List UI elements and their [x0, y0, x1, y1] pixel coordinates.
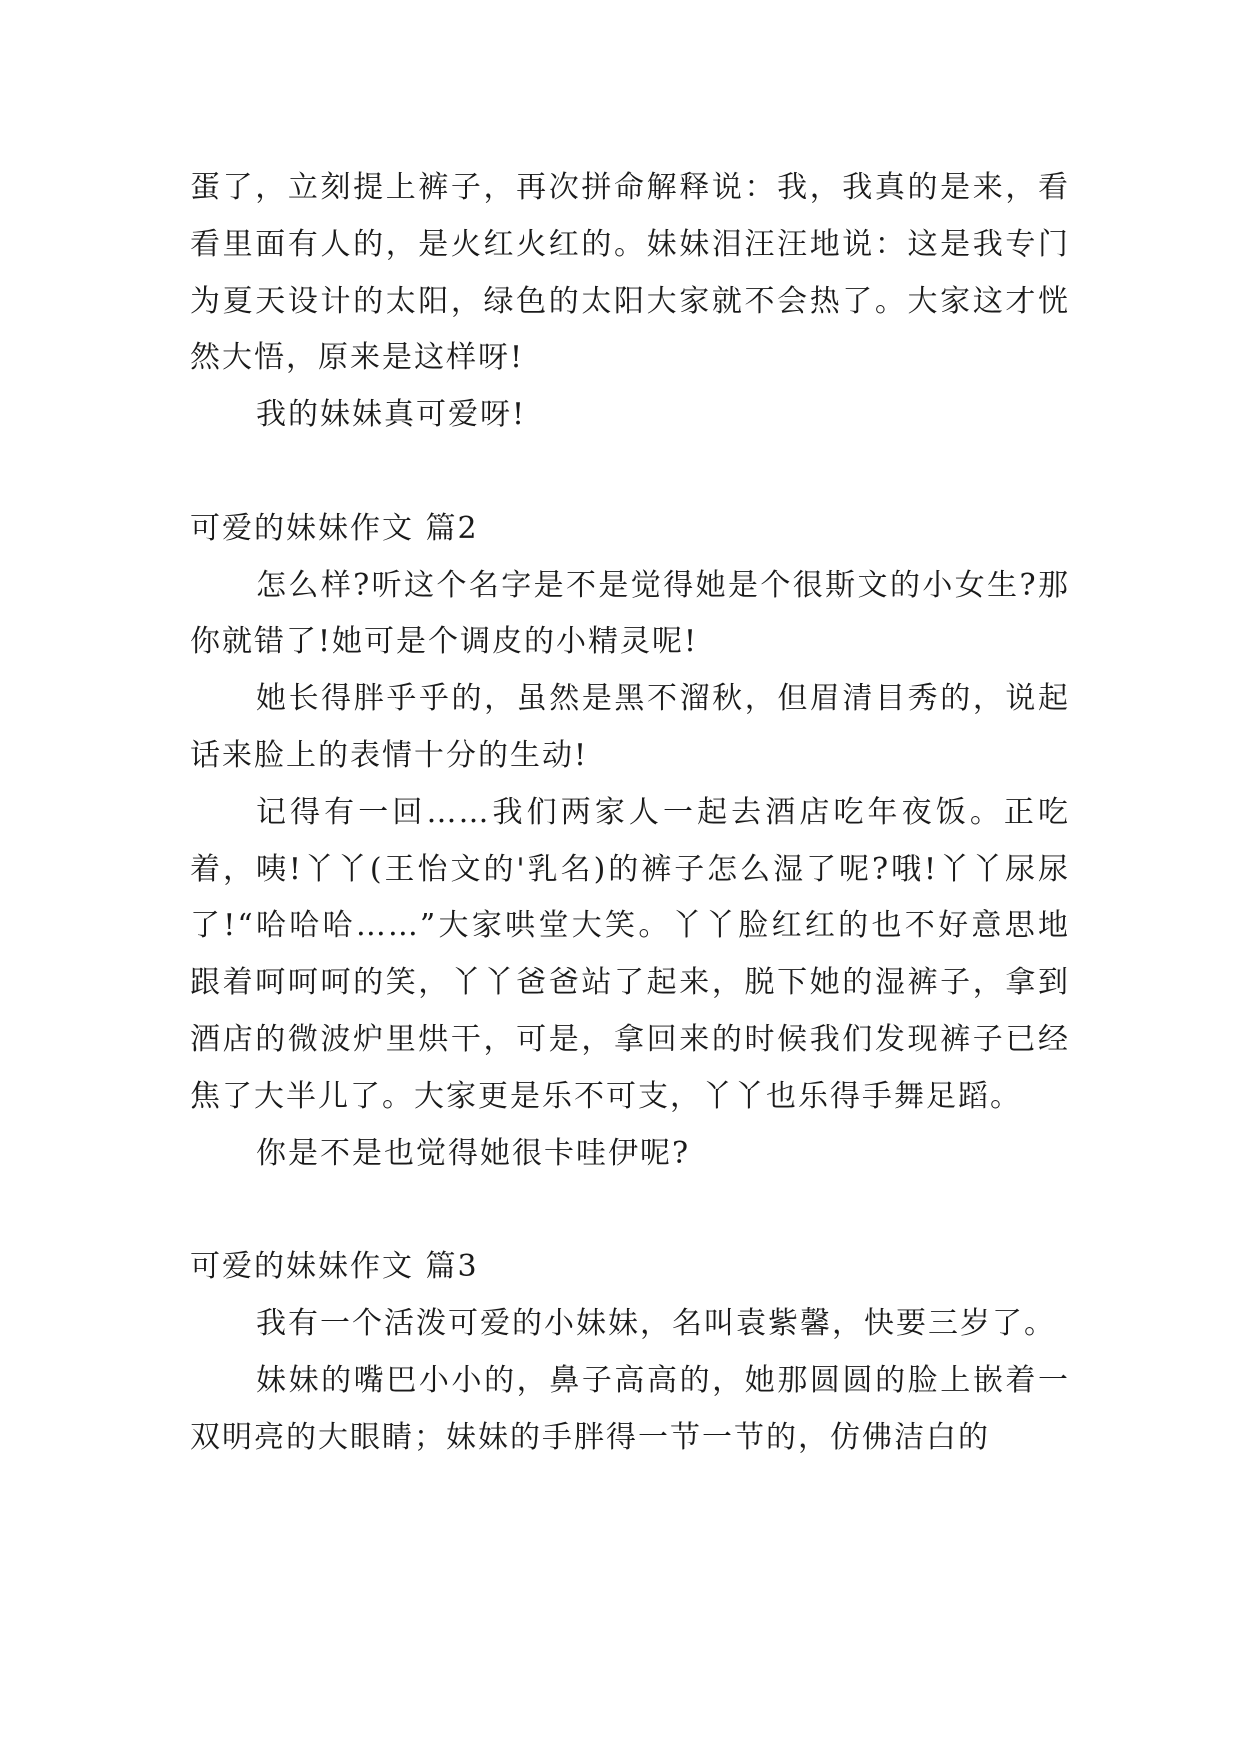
section-heading-2: 可爱的妹妹作文 篇2 [190, 510, 479, 546]
paragraph-8: 妹妹的嘴巴小小的，鼻子高高的，她那圆圆的脸上嵌着一双明亮的大眼睛；妹妹的手胖得一节一节的，仿佛洁白的 [190, 1362, 1070, 1455]
section-gap [190, 1182, 1070, 1239]
paragraph-5: 记得有一回……我们两家人一起去酒店吃年夜饭。正吃着，咦!丫丫(王怡文的'乳名)的裤子怎么湿了呢?哦!丫丫尿尿了!“哈哈哈……”大家哄堂大笑。丫丫脸红红的也不好意思地跟着呵呵呵的笑，丫丫爸爸站了起来，脱下她的湿裤子，拿到酒店的微波炉里烘干，可是，拿回来的时候我们发现裤子已经焦了大半儿了。大家更是乐不可支，丫丫也乐得手舞足蹈。 [190, 794, 1070, 1114]
paragraph-2: 我的妹妹真可爱呀! [256, 397, 527, 433]
section-gap [190, 444, 1070, 501]
paragraph-7: 我有一个活泼可爱的小妹妹，名叫袁紫馨，快要三岁了。 [256, 1305, 1056, 1341]
paragraph-1: 蛋了，立刻提上裤子，再次拼命解释说：我，我真的是来，看看里面有人的，是火红火红的。妹妹泪汪汪地说：这是我专门为夏天设计的太阳，绿色的太阳大家就不会热了。大家这才恍然大悟，原来是这样呀! [190, 170, 1070, 376]
paragraph-6: 你是不是也觉得她很卡哇伊呢? [256, 1135, 691, 1171]
paragraph-3: 怎么样?听这个名字是不是觉得她是个很斯文的小女生?那你就错了!她可是个调皮的小精灵呢! [190, 567, 1070, 660]
paragraph-4: 她长得胖乎乎的，虽然是黑不溜秋，但眉清目秀的，说起话来脸上的表情十分的生动! [190, 681, 1070, 773]
section-heading-3: 可爱的妹妹作文 篇3 [190, 1249, 479, 1285]
document-body [190, 160, 1070, 1466]
